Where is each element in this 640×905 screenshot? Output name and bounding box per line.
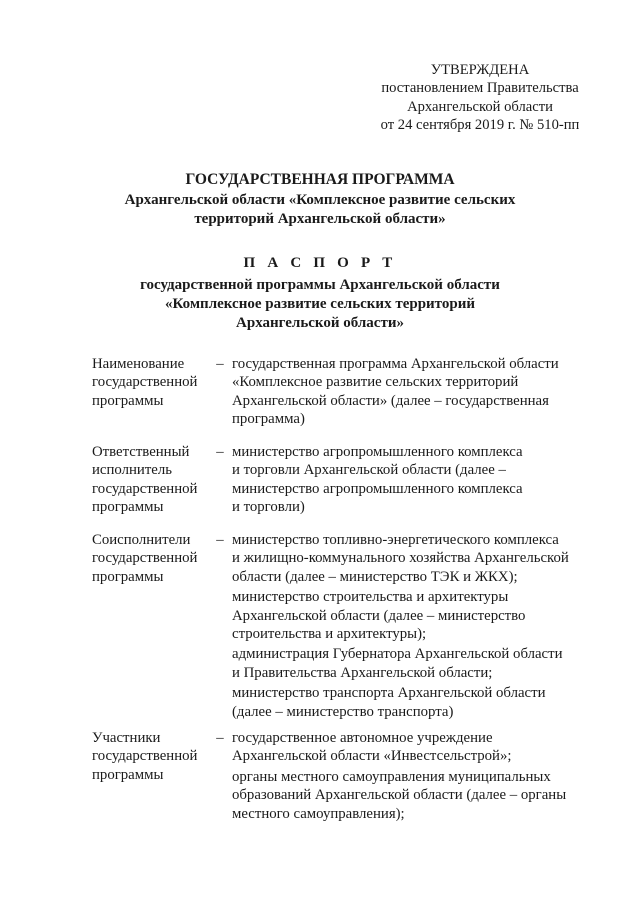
row-label — [92, 355, 210, 410]
row-label-line: программы — [92, 392, 164, 409]
row-label-line: государственной — [92, 748, 198, 765]
text-line: государственное автономное учреждение — [232, 730, 493, 746]
text-line: и торговли) — [232, 499, 305, 516]
row-label-line: программы — [92, 766, 164, 783]
text-line: программа) — [232, 411, 305, 428]
passport-subtitle-line: Архангельской области» — [236, 315, 404, 331]
row-label-line: программы — [92, 568, 164, 585]
text-line: министерство транспорта Архангельской области — [232, 685, 546, 702]
text-line: администрация Губернатора Архангельской области — [232, 646, 563, 663]
program-title-line: Архангельской области «Комплексное развитие сельских — [124, 191, 516, 208]
row-paragraph — [232, 588, 592, 643]
row-label-line: исполнитель — [92, 462, 172, 479]
text-line: области (далее – министерство ТЭК и ЖКХ); — [232, 568, 518, 585]
row-content — [232, 729, 592, 825]
text-line: и торговли Архангельской области (далее – — [232, 462, 506, 479]
text-line: Архангельской области (далее – министерство — [232, 607, 526, 624]
approval-line: постановлением Правительства — [381, 80, 579, 97]
row-paragraph — [232, 729, 592, 766]
program-title — [0, 170, 640, 230]
row-paragraph — [232, 531, 592, 586]
row-label-line: Наименование — [92, 356, 185, 372]
row-label-line: государственной — [92, 550, 198, 567]
approval-stamp — [360, 61, 600, 135]
row-label-line: Участники — [92, 730, 161, 746]
text-line: министерство агропромышленного комплекса — [232, 444, 523, 460]
text-line: государственная программа Архангельской области — [232, 356, 559, 372]
text-line: министерство строительства и архитектуры — [232, 589, 509, 606]
passport-subtitle-line: государственной программы Архангельской области — [140, 277, 500, 293]
row-content — [232, 531, 592, 723]
text-line: местного самоуправления); — [232, 805, 405, 822]
row-label — [92, 729, 210, 784]
approval-line: УТВЕРЖДЕНА — [430, 62, 530, 78]
text-line: строительства и архитектуры); — [232, 626, 427, 643]
approval-line: от 24 сентября 2019 г. № 510-пп — [380, 117, 580, 134]
row-label-line: программы — [92, 499, 164, 516]
row-paragraph — [232, 645, 592, 682]
text-line: Архангельской области «Инвестсельстрой»; — [232, 748, 512, 765]
row-label-line: Соисполнители — [92, 532, 191, 548]
row-paragraph — [232, 443, 592, 517]
row-paragraph — [232, 355, 592, 429]
text-line: органы местного самоуправления муниципальных — [232, 768, 551, 785]
row-dash: – — [216, 532, 224, 548]
text-line: образований Архангельской области (далее – органы — [232, 787, 567, 804]
approval-line: Архангельской области — [407, 98, 553, 115]
row-dash: – — [216, 444, 224, 460]
text-line: Архангельской области» (далее – государственная — [232, 392, 549, 409]
row-label-line: Ответственный — [92, 444, 190, 460]
passport-heading: П А С П О Р Т — [243, 255, 397, 271]
passport-heading-block — [0, 254, 640, 333]
row-label-line: государственной — [92, 480, 198, 497]
text-line: «Комплексное развитие сельских территорий — [232, 374, 519, 391]
text-line: и Правительства Архангельской области; — [232, 664, 493, 681]
text-line: министерство агропромышленного комплекса — [232, 480, 523, 497]
row-content — [232, 355, 592, 431]
row-label — [92, 443, 210, 517]
program-title-line: ГОСУДАРСТВЕННАЯ ПРОГРАММА — [185, 171, 455, 188]
text-line: (далее – министерство транспорта) — [232, 703, 454, 720]
text-line: и жилищно-коммунального хозяйства Архангельской — [232, 550, 569, 567]
text-line: министерство топливно-энергетического комплекса — [232, 532, 559, 548]
row-label — [92, 531, 210, 586]
row-dash: – — [216, 730, 224, 746]
row-content — [232, 443, 592, 519]
row-label-line: государственной — [92, 374, 198, 391]
row-paragraph — [232, 684, 592, 721]
passport-subtitle-line: «Комплексное развитие сельских территорий — [165, 296, 475, 312]
row-paragraph — [232, 768, 592, 823]
row-dash: – — [216, 356, 224, 372]
program-title-line: территорий Архангельской области» — [194, 211, 446, 227]
